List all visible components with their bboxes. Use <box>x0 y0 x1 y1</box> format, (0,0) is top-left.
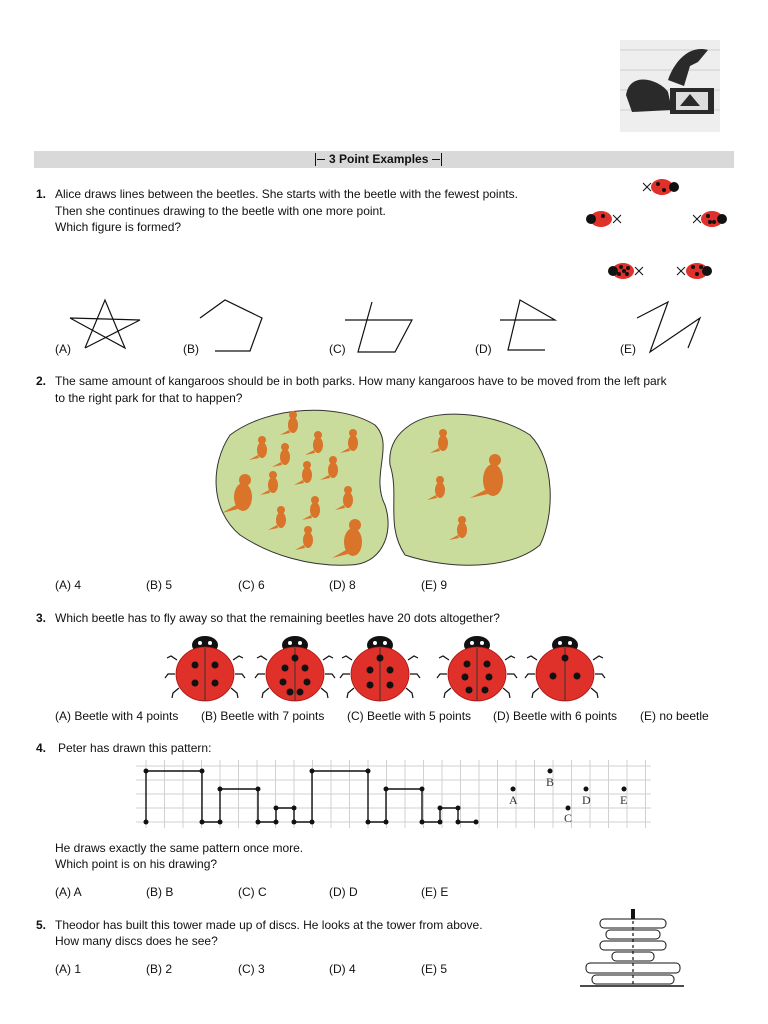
point-label-b: B <box>546 775 555 789</box>
question-1-line: Alice draws lines between the beetles. She starts with the beetle with the fewest points. <box>55 187 518 201</box>
small-ladybug-icon <box>643 179 679 195</box>
question-2-number: 2. <box>36 374 47 388</box>
q2-option-d[interactable]: (D) 8 <box>329 578 356 592</box>
question-4-line: Which point is on his drawing? <box>55 857 218 871</box>
figure-e-shape <box>637 302 700 352</box>
point-label-e: E <box>620 793 628 807</box>
ladybug-6-points-icon <box>437 636 517 701</box>
q2-option-a[interactable]: (A) 4 <box>55 578 82 592</box>
grid-pattern <box>136 760 656 832</box>
point-label-a: A <box>509 793 518 807</box>
q4-option-e[interactable]: (E) E <box>421 885 449 899</box>
q5-option-d[interactable]: (D) 4 <box>329 962 356 976</box>
question-2-line: The same amount of kangaroos should be in both parks. How many kangaroos have to be moved from the left park <box>55 374 667 388</box>
q1-option-a[interactable]: (A) <box>55 342 71 356</box>
question-3-number: 3. <box>36 611 47 625</box>
figure-b-pentagon <box>200 300 262 351</box>
q5-option-b[interactable]: (B) 2 <box>146 962 173 976</box>
question-2-line: to the right park for that to happen? <box>55 391 243 405</box>
q2-option-c[interactable]: (C) 6 <box>238 578 265 592</box>
question-3-line: Which beetle has to fly away so that the remaining beetles have 20 dots altogether? <box>55 611 500 625</box>
disc-tower-icon <box>578 905 688 990</box>
q3-option-c[interactable]: (C) Beetle with 5 points <box>347 709 472 723</box>
figure-d-shape <box>500 300 555 350</box>
ladybug-5-points-icon <box>340 636 420 701</box>
small-ladybug-icon <box>677 263 712 279</box>
question-5-line: Theodor has built this tower made up of discs. He looks at the tower from above. <box>55 918 483 932</box>
small-ladybug-icon <box>586 211 621 227</box>
question-5-number: 5. <box>36 918 47 932</box>
question-4-number: 4. <box>36 741 47 755</box>
q2-option-e[interactable]: (E) 9 <box>421 578 448 592</box>
q3-option-d[interactable]: (D) Beetle with 6 points <box>493 709 618 723</box>
question-4-line: He draws exactly the same pattern once more. <box>55 841 304 855</box>
ladybug-group-icon <box>585 175 735 285</box>
point-label-d: D <box>582 793 591 807</box>
ladybug-4-points-icon <box>165 636 245 701</box>
question-1-number: 1. <box>36 187 47 201</box>
figure-c-shape <box>345 302 412 352</box>
question-5-line: How many discs does he see? <box>55 934 218 948</box>
q3-option-a[interactable]: (A) Beetle with 4 points <box>55 709 179 723</box>
ladybugs-row <box>165 630 615 708</box>
q5-option-c[interactable]: (C) 3 <box>238 962 265 976</box>
q1-option-b[interactable]: (B) <box>183 342 199 356</box>
right-park <box>390 414 550 565</box>
figure-a-star <box>70 300 140 348</box>
small-ladybug-icon <box>693 211 727 227</box>
small-ladybug-icon <box>608 263 643 279</box>
figure-options <box>0 290 768 360</box>
question-4-line: Peter has drawn this pattern: <box>58 741 212 755</box>
drawn-pattern <box>146 771 476 822</box>
ladybug-7-points-icon <box>255 636 335 701</box>
q4-option-b[interactable]: (B) B <box>146 885 174 899</box>
kangaroo-parks <box>210 405 560 570</box>
q4-option-c[interactable]: (C) C <box>238 885 267 899</box>
q4-option-d[interactable]: (D) D <box>329 885 358 899</box>
q5-option-a[interactable]: (A) 1 <box>55 962 82 976</box>
q5-option-e[interactable]: (E) 5 <box>421 962 448 976</box>
point-label-c: C <box>564 811 573 825</box>
section-title: 3 Point Examples <box>315 151 442 168</box>
q2-option-b[interactable]: (B) 5 <box>146 578 173 592</box>
q4-option-a[interactable]: (A) A <box>55 885 82 899</box>
question-1-line: Which figure is formed? <box>55 220 182 234</box>
kangaroo-logo-icon <box>620 40 720 132</box>
q1-option-d[interactable]: (D) <box>475 342 492 356</box>
q1-option-e[interactable]: (E) <box>620 342 636 356</box>
question-1-line: Then she continues drawing to the beetle with one more point. <box>55 204 386 218</box>
q3-option-e[interactable]: (E) no beetle <box>640 709 709 723</box>
q3-option-b[interactable]: (B) Beetle with 7 points <box>201 709 325 723</box>
ladybug-3-points-icon <box>525 636 605 701</box>
q1-option-c[interactable]: (C) <box>329 342 346 356</box>
